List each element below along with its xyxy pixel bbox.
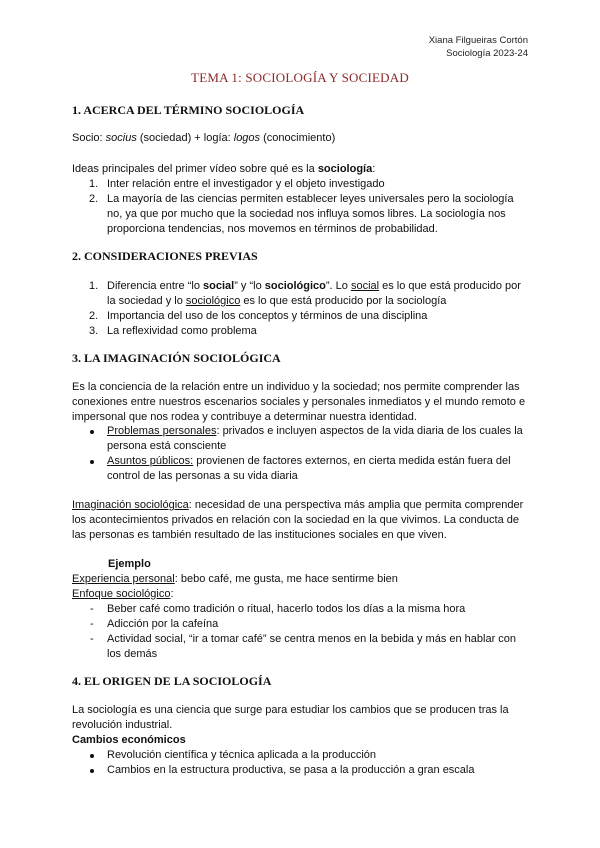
page-title: TEMA 1: SOCIOLOGÍA Y SOCIEDAD <box>191 70 409 85</box>
list-item: Cambios en la estructura productiva, se pasa a la producción a gran escala <box>72 763 527 778</box>
sociological-approach: Enfoque sociológico: <box>72 588 174 600</box>
list-item: Asuntos públicos: provienen de factores externos, en cierta medida están fuera del control de las personas a su vida diaria <box>72 454 527 484</box>
section-1-heading: 1. ACERCA DEL TÉRMINO SOCIOLOGÍA <box>72 103 305 117</box>
section-2-heading: 2. CONSIDERACIONES PREVIAS <box>72 249 258 263</box>
etymology-line: Socio: socius (sociedad) + logía: logos (conocimiento) <box>72 132 336 144</box>
list-item: - Beber café como tradición o ritual, hacerlo todos los días a la misma hora <box>90 603 466 615</box>
problems-list <box>72 424 527 484</box>
origin-intro: La sociología es una ciencia que surge para estudiar los cambios que se producen tras la revolución industrial. <box>72 704 509 731</box>
section-3-heading: 3. LA IMAGINACIÓN SOCIOLÓGICA <box>72 351 281 365</box>
list-item: 2. La mayoría de las ciencias permiten establecer leyes universales pero la sociología no, ya que por mucho que la sociedad nos influya somos libres. La sociología nos proporciona tendencias, nos movemos en términos de probabilidad. <box>89 193 514 235</box>
list-item: Revolución científica y técnica aplicada a la producción <box>72 748 527 763</box>
list-item: 1. Inter relación entre el investigador y el objeto investigado <box>89 178 385 190</box>
ideas-intro: Ideas principales del primer vídeo sobre qué es la sociología: <box>72 163 376 175</box>
list-item: - Actividad social, “ir a tomar café” se centra menos en la bebida y más en hablar con los demás <box>90 633 517 660</box>
page-header <box>429 34 528 60</box>
section-4-heading: 4. EL ORIGEN DE LA SOCIOLOGÍA <box>72 674 272 688</box>
list-item: 1. Diferencia entre “lo social” y “lo sociológico”. Lo social es lo que está producido por la sociedad y lo sociológico es lo que está producido por la sociología <box>89 280 521 307</box>
economic-changes-label: Cambios económicos <box>72 734 186 746</box>
economic-changes-list <box>72 748 527 778</box>
approach-list <box>72 602 527 662</box>
considerations-list <box>72 279 527 339</box>
imagination-definition: Imaginación sociológica: necesidad de una perspectiva más amplia que permita comprender los acontecimientos privados en relación con la sociedad en la que vivimos. La conducta de las personas es también resultado de las instituciones sociales en que viven. <box>72 499 524 541</box>
ideas-list <box>72 177 527 237</box>
list-item: Problemas personales: privados e incluyen aspectos de la vida diaria de los cuales la persona está consciente <box>72 424 527 454</box>
example-label: Ejemplo <box>108 558 151 570</box>
list-item: 2. Importancia del uso de los conceptos y términos de una disciplina <box>89 310 428 322</box>
course-label: Sociología 2023-24 <box>446 48 528 59</box>
author-name: Xiana Filgueiras Cortón <box>428 35 528 46</box>
list-item: 3. La reflexividad como problema <box>89 325 257 337</box>
list-item: - Adicción por la cafeína <box>90 618 219 630</box>
personal-experience: Experiencia personal: bebo café, me gusta, me hace sentirme bien <box>72 573 398 585</box>
imagination-intro: Es la conciencia de la relación entre un individuo y la sociedad; nos permite comprender las conexiones entre nuestros escenarios sociales y personales inmediatos y el mundo remoto e impersonal que nos rodea y contribuye a determinar nuestra identidad. <box>72 381 526 423</box>
